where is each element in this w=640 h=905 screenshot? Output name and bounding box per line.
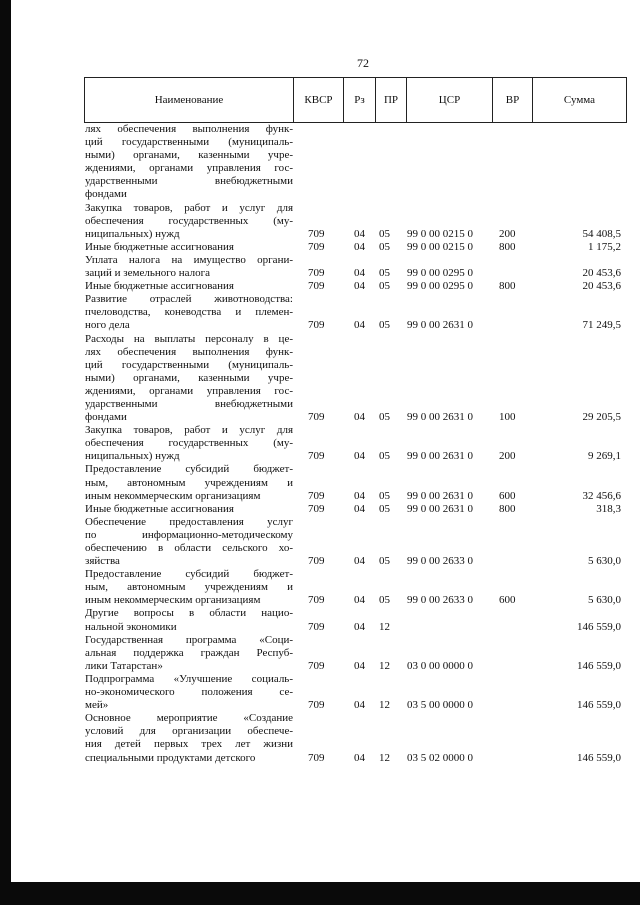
- rz-cell: 04: [354, 319, 365, 332]
- row-name-line: ждениями, органами управления гос-: [85, 162, 293, 175]
- row-name-line: ным, автономным учреждениям и: [85, 476, 293, 489]
- column-header-name: Наименование: [154, 94, 224, 106]
- vr-cell: 200: [499, 450, 516, 463]
- pr-cell: 05: [379, 411, 390, 424]
- row-name: [85, 607, 293, 633]
- row-name: [85, 424, 293, 463]
- row-name: [85, 516, 293, 568]
- budget-table-body: [85, 123, 627, 765]
- row-name: [85, 280, 293, 293]
- row-name-line: ждениями, органами управления гос-: [85, 384, 293, 397]
- csr-cell: 03 0 00 0000 0: [407, 659, 473, 672]
- pr-cell: 12: [379, 659, 390, 672]
- vr-cell: 200: [499, 227, 516, 240]
- table-row: [85, 463, 627, 502]
- csr-cell: 99 0 00 2631 0: [407, 411, 473, 424]
- sum-cell: 20 453,6: [582, 267, 621, 280]
- rz-cell: 04: [354, 280, 365, 293]
- row-name-line: зяйства: [85, 555, 120, 568]
- rz-cell: 04: [354, 659, 365, 672]
- sum-cell: 5 630,0: [588, 594, 621, 607]
- csr-cell: 99 0 00 2631 0: [407, 502, 473, 515]
- row-name-line: Иные бюджетные ассигнования: [85, 240, 234, 253]
- csr-cell: 99 0 00 2633 0: [407, 555, 473, 568]
- sum-cell: 32 456,6: [582, 489, 621, 502]
- kvsr-cell: 709: [308, 699, 325, 712]
- kvsr-cell: 709: [308, 319, 325, 332]
- rz-cell: 04: [354, 489, 365, 502]
- row-name-line: обеспечения государственных (му-: [85, 214, 293, 227]
- kvsr-cell: 709: [308, 267, 325, 280]
- table-row: [85, 254, 627, 280]
- row-name: [85, 463, 293, 502]
- row-name-line: Иные бюджетные ассигнования: [85, 280, 234, 293]
- sum-cell: 54 408,5: [582, 227, 621, 240]
- row-name-line: ций государственными (муниципаль-: [85, 136, 293, 149]
- csr-cell: 99 0 00 2631 0: [407, 489, 473, 502]
- table-row: [85, 202, 627, 241]
- row-name-line: но-экономического положения се-: [85, 686, 293, 699]
- row-name-line: лики Татарстан»: [85, 659, 163, 672]
- row-name: [85, 673, 293, 712]
- row-name-line: ного дела: [85, 319, 130, 332]
- row-name-line: заций и земельного налога: [85, 267, 210, 280]
- pr-cell: 05: [379, 267, 390, 280]
- table-row: [85, 516, 627, 568]
- row-name-line: нальной экономики: [85, 620, 177, 633]
- row-name-line: лях обеспечения выполнения функ-: [85, 123, 293, 135]
- row-name: [85, 333, 293, 425]
- row-name-line: ударственными внебюджетными: [85, 397, 293, 410]
- table-row: [85, 503, 627, 516]
- pr-cell: 05: [379, 450, 390, 463]
- row-name: [85, 123, 293, 202]
- rz-cell: 04: [354, 227, 365, 240]
- sum-cell: 20 453,6: [582, 280, 621, 293]
- row-name-line: ния детей первых трех лет жизни: [85, 738, 293, 751]
- row-name: [85, 634, 293, 673]
- kvsr-cell: 709: [308, 411, 325, 424]
- vr-cell: 800: [499, 280, 516, 293]
- row-name: [85, 254, 293, 280]
- sum-cell: 71 249,5: [582, 319, 621, 332]
- rz-cell: 04: [354, 502, 365, 515]
- table-row: [85, 241, 627, 254]
- row-name-line: специальными продуктами детского: [85, 751, 256, 764]
- table-row: [85, 568, 627, 607]
- row-name-line: ным, автономным учреждениям и: [85, 581, 293, 594]
- row-name-line: Подпрограмма «Улучшение социаль-: [85, 672, 293, 685]
- row-name-line: условий для организации обеспече-: [85, 725, 293, 738]
- vr-cell: 100: [499, 411, 516, 424]
- csr-cell: 99 0 00 0295 0: [407, 280, 473, 293]
- rz-cell: 04: [354, 699, 365, 712]
- pr-cell: 05: [379, 555, 390, 568]
- row-name-line: иным некоммерческим организациям: [85, 489, 261, 502]
- kvsr-cell: 709: [308, 227, 325, 240]
- row-name-line: Государственная программа «Соци-: [85, 633, 293, 646]
- row-name-line: ций государственными (муниципаль-: [85, 358, 293, 371]
- pr-cell: 05: [379, 227, 390, 240]
- pr-cell: 12: [379, 699, 390, 712]
- kvsr-cell: 709: [308, 555, 325, 568]
- csr-cell: 03 5 02 0000 0: [407, 751, 473, 764]
- row-name-line: Предоставление субсидий бюджет-: [85, 463, 293, 476]
- row-name-line: Иные бюджетные ассигнования: [85, 502, 234, 515]
- vr-cell: 800: [499, 240, 516, 253]
- row-name: [85, 241, 293, 254]
- row-name-line: ударственными внебюджетными: [85, 175, 293, 188]
- rz-cell: 04: [354, 240, 365, 253]
- row-name-line: обеспечения государственных (му-: [85, 437, 293, 450]
- row-name-line: Предоставление субсидий бюджет-: [85, 568, 293, 581]
- pr-cell: 05: [379, 502, 390, 515]
- sum-cell: 29 205,5: [582, 411, 621, 424]
- table-row: [85, 333, 627, 425]
- rz-cell: 04: [354, 411, 365, 424]
- vr-cell: 600: [499, 594, 516, 607]
- row-name-line: Обеспечение предоставления услуг: [85, 515, 293, 528]
- rz-cell: 04: [354, 620, 365, 633]
- row-name-line: Уплата налога на имущество органи-: [85, 253, 293, 266]
- sum-cell: 9 269,1: [588, 450, 621, 463]
- table-row: [85, 673, 627, 712]
- row-name: [85, 202, 293, 241]
- row-name-line: Закупка товаров, работ и услуг для: [85, 424, 293, 437]
- column-header-pr: ПР: [375, 78, 406, 122]
- pr-cell: 12: [379, 620, 390, 633]
- rz-cell: 04: [354, 267, 365, 280]
- pr-cell: 05: [379, 280, 390, 293]
- row-name-line: ниципальных) нужд: [85, 227, 180, 240]
- csr-cell: 99 0 00 0215 0: [407, 240, 473, 253]
- table-row: [85, 123, 627, 202]
- csr-cell: 99 0 00 2631 0: [407, 319, 473, 332]
- table-row: [85, 607, 627, 633]
- row-name: [85, 712, 293, 764]
- sum-cell: 146 559,0: [577, 699, 621, 712]
- csr-cell: 99 0 00 2631 0: [407, 450, 473, 463]
- scan-bottom-edge: [0, 882, 640, 905]
- kvsr-cell: 709: [308, 240, 325, 253]
- row-name-line: обеспечению в области сельского хо-: [85, 542, 293, 554]
- table-row: [85, 712, 627, 764]
- sum-cell: 1 175,2: [588, 240, 621, 253]
- table-row: [85, 280, 627, 293]
- row-name-line: Основное мероприятие «Создание: [85, 712, 293, 725]
- column-header-sum: Сумма: [532, 78, 626, 122]
- rz-cell: 04: [354, 751, 365, 764]
- row-name: [85, 293, 293, 332]
- rz-cell: 04: [354, 450, 365, 463]
- pr-cell: 05: [379, 489, 390, 502]
- kvsr-cell: 709: [308, 594, 325, 607]
- table-row: [85, 634, 627, 673]
- row-name-line: Закупка товаров, работ и услуг для: [85, 201, 293, 214]
- column-header-csr: ЦСР: [406, 78, 492, 122]
- vr-cell: 800: [499, 502, 516, 515]
- row-name: [85, 568, 293, 607]
- kvsr-cell: 709: [308, 659, 325, 672]
- csr-cell: 99 0 00 2633 0: [407, 594, 473, 607]
- row-name-line: ными) органами, казенными учре-: [85, 371, 293, 384]
- row-name-line: иным некоммерческим организациям: [85, 594, 261, 607]
- row-name: [85, 503, 293, 516]
- row-name-line: ниципальных) нужд: [85, 450, 180, 463]
- pr-cell: 05: [379, 594, 390, 607]
- table-header: [84, 77, 627, 123]
- column-header-vr: ВР: [492, 78, 532, 122]
- rz-cell: 04: [354, 594, 365, 607]
- row-name-line: Расходы на выплаты персоналу в це-: [85, 332, 293, 345]
- kvsr-cell: 709: [308, 450, 325, 463]
- column-header-rz: Рз: [343, 78, 375, 122]
- column-header-kvsr: КВСР: [293, 78, 343, 122]
- scan-left-edge: [0, 0, 11, 905]
- row-name-line: альная поддержка граждан Респуб-: [85, 646, 293, 659]
- row-name-line: ными) органами, казенными учре-: [85, 149, 293, 162]
- kvsr-cell: 709: [308, 489, 325, 502]
- table-row: [85, 424, 627, 463]
- vr-cell: 600: [499, 489, 516, 502]
- kvsr-cell: 709: [308, 751, 325, 764]
- sum-cell: 146 559,0: [577, 659, 621, 672]
- pr-cell: 12: [379, 751, 390, 764]
- sum-cell: 5 630,0: [588, 555, 621, 568]
- row-name-line: пчеловодства, коневодства и племен-: [85, 306, 293, 319]
- pr-cell: 05: [379, 319, 390, 332]
- row-name-line: по информационно-методическому: [85, 528, 293, 541]
- pr-cell: 05: [379, 240, 390, 253]
- csr-cell: 99 0 00 0295 0: [407, 267, 473, 280]
- rz-cell: 04: [354, 555, 365, 568]
- kvsr-cell: 709: [308, 620, 325, 633]
- kvsr-cell: 709: [308, 502, 325, 515]
- table-row: [85, 293, 627, 332]
- row-name-line: Развитие отраслей животноводства:: [85, 293, 293, 306]
- csr-cell: 99 0 00 0215 0: [407, 227, 473, 240]
- page-number: 72: [357, 56, 369, 70]
- row-name-line: лях обеспечения выполнения функ-: [85, 345, 293, 358]
- sum-cell: 146 559,0: [577, 620, 621, 633]
- row-name-line: фондами: [85, 411, 127, 424]
- sum-cell: 318,3: [596, 502, 621, 515]
- row-name-line: мей»: [85, 699, 109, 712]
- row-name-line: Другие вопросы в области нацио-: [85, 607, 293, 620]
- row-name-line: фондами: [85, 188, 127, 201]
- csr-cell: 03 5 00 0000 0: [407, 699, 473, 712]
- sum-cell: 146 559,0: [577, 751, 621, 764]
- kvsr-cell: 709: [308, 280, 325, 293]
